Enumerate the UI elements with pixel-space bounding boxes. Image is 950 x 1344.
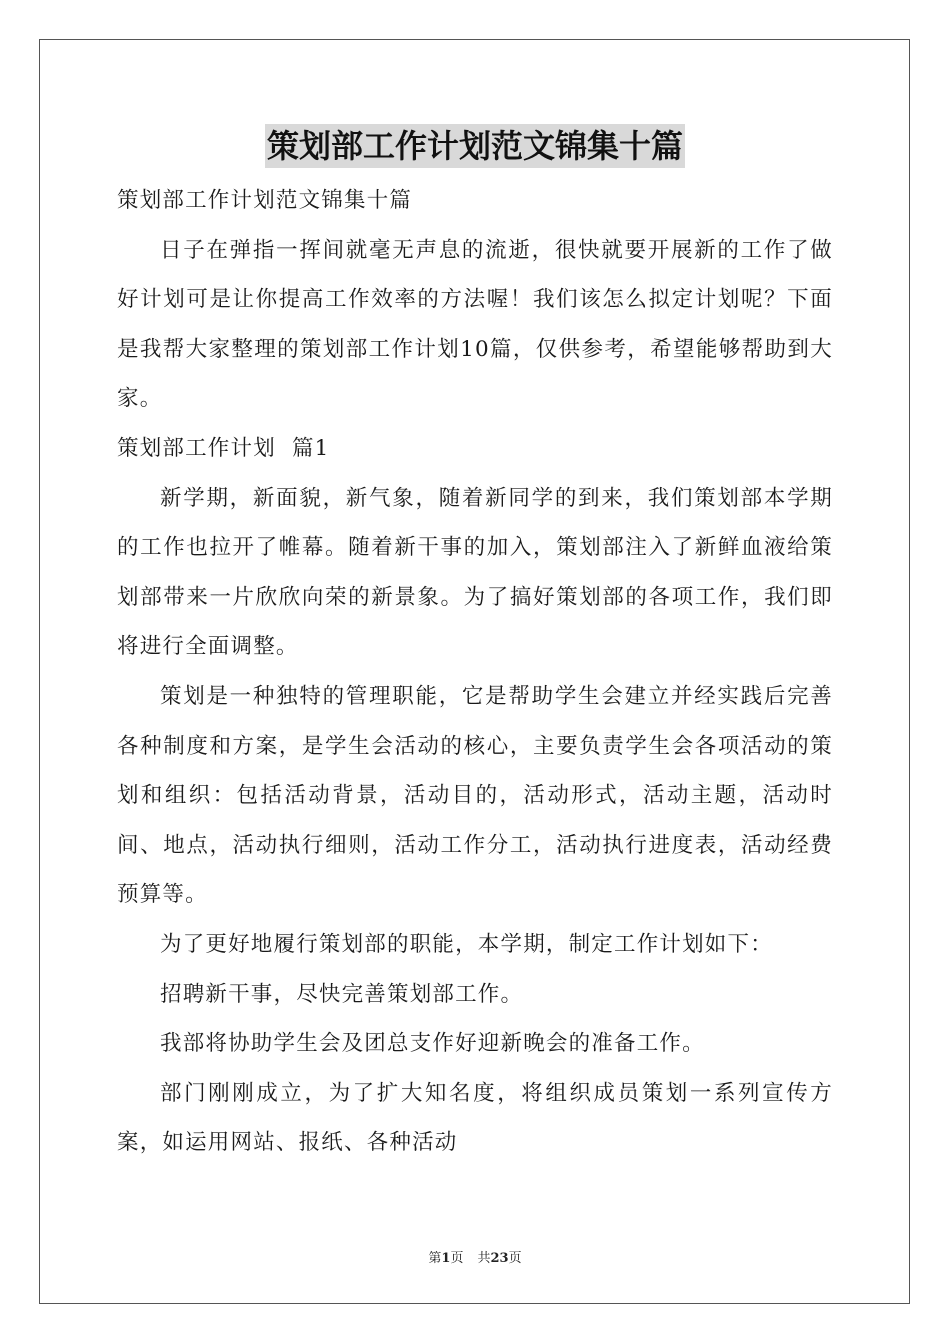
total-label-prefix: 共 [477,1251,491,1266]
title-container [0,124,950,168]
page-label-suffix: 页 [450,1251,464,1266]
paragraph: 策划部工作计划范文锦集十篇 [117,188,413,213]
page-number: 1 [441,1251,451,1266]
paragraph: 日子在弹指一挥间就毫无声息的流逝，很快就要开展新的工作了做好计划可是让你提高工作效率的方法喔！我们该怎么拟定计划呢？下面是我帮大家整理的策划部工作计划10篇，仅供参考，希望能够帮助到大家。 [117,237,833,412]
document-body [117,176,833,1168]
paragraph: 部门刚刚成立，为了扩大知名度，将组织成员策划一系列宣传方案，如运用网站、报纸、各种活动 [117,1080,833,1156]
paragraph: 为了更好地履行策划部的职能，本学期，制定工作计划如下： [160,931,773,957]
page-footer [0,1247,950,1266]
total-pages: 23 [490,1251,509,1266]
paragraph: 策划是一种独特的管理职能，它是帮助学生会建立并经实践后完善各种制度和方案，是学生会活动的核心，主要负责学生会各项活动的策划和组织：包括活动背景，活动目的，活动形式，活动主题，活动时间、地点，活动执行细则，活动工作分工，活动执行进度表，活动经费预算等。 [117,683,833,908]
paragraph: 新学期，新面貌，新气象，随着新同学的到来，我们策划部本学期的工作也拉开了帷幕。随着新干事的加入，策划部注入了新鲜血液给策划部带来一片欣欣向荣的新景象。为了搞好策划部的各项工作，我们即将进行全面调整。 [117,485,833,660]
section-heading: 策划部工作计划 篇1 [117,435,330,461]
document-title: 策划部工作计划范文锦集十篇 [265,124,685,168]
paragraph: 招聘新干事，尽快完善策划部工作。 [160,981,524,1007]
paragraph: 我部将协助学生会及团总支作好迎新晚会的准备工作。 [160,1031,705,1057]
page-label-prefix: 第 [428,1251,442,1266]
total-label-suffix: 页 [508,1251,522,1266]
